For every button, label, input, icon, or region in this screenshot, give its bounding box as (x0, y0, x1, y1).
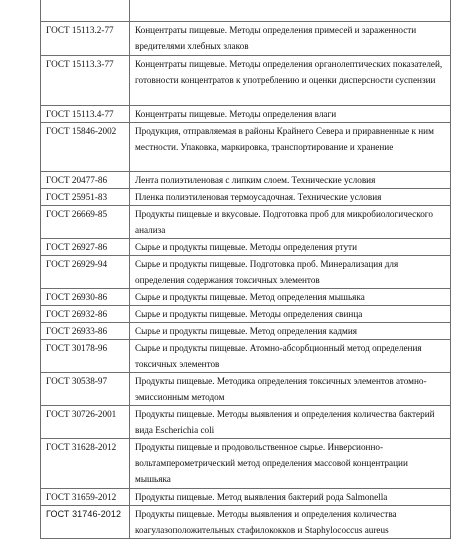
standards-table (40, 0, 451, 539)
standard-code (41, 0, 130, 22)
standard-code: ГОСТ 26669-85 (41, 206, 130, 239)
table-row (41, 172, 451, 189)
standard-title: Продукция, отправляемая в районы Крайнего Севера и приравненные к ним местности. Упаковка, маркировка, транспортирование и хранение (130, 123, 451, 172)
standard-title: Продукты пищевые и вкусовые. Подготовка проб для микробиологического анализа (130, 206, 451, 239)
standard-code: ГОСТ 30178-96 (41, 340, 130, 373)
standard-code: ГОСТ 15113.3-77 (41, 56, 130, 106)
table-row (41, 373, 451, 406)
table-row (41, 22, 451, 56)
standard-title: Концентраты пищевые. Методы определения примесей и зараженности вредителями хлебных злаков (130, 22, 451, 56)
standard-code: ГОСТ 15113.4-77 (41, 106, 130, 123)
standard-title: Сырье и продукты пищевые. Подготовка проб. Минерализация для определения содержания токсичных элементов (130, 256, 451, 289)
standard-title: Сырье и продукты пищевые. Методы определения свинца (130, 306, 451, 323)
table-row (41, 189, 451, 206)
table-row (41, 506, 451, 539)
table-row (41, 56, 451, 106)
table-row (41, 340, 451, 373)
standard-title: Сырье и продукты пищевые. Атомно-абсорбционный метод определения токсичных элементов (130, 340, 451, 373)
standard-title (130, 0, 451, 22)
standard-code: ГОСТ 31746-2012 (41, 506, 130, 539)
table-row (41, 0, 451, 22)
table-row (41, 256, 451, 289)
table-row (41, 206, 451, 239)
standard-title: Концентраты пищевые. Методы определения органолептических показателей, готовности концентратов к употреблению и оценки дисперсности суспензии (130, 56, 451, 106)
standard-title: Продукты пищевые. Методика определения токсичных элементов атомно-эмиссионным методом (130, 373, 451, 406)
table-row (41, 306, 451, 323)
standard-code: ГОСТ 30538-97 (41, 373, 130, 406)
standard-code: ГОСТ 26930-86 (41, 289, 130, 306)
standard-code: ГОСТ 30726-2001 (41, 406, 130, 439)
standard-code: ГОСТ 15846-2002 (41, 123, 130, 172)
table-row (41, 123, 451, 172)
standard-code: ГОСТ 31659-2012 (41, 489, 130, 506)
standard-title: Продукты пищевые и продовольственное сырье. Инверсионно-вольтамперометрический метод определения массовой концентрации мышьяка (130, 439, 451, 489)
standard-title: Концентраты пищевые. Методы определения влаги (130, 106, 451, 123)
standard-code: ГОСТ 26932-86 (41, 306, 130, 323)
standard-code: ГОСТ 26929-94 (41, 256, 130, 289)
standard-code: ГОСТ 25951-83 (41, 189, 130, 206)
table-row (41, 406, 451, 439)
standard-title: Лента полиэтиленовая с липким слоем. Технические условия (130, 172, 451, 189)
standard-title: Продукты пищевые. Методы выявления и определения количества бактерий вида Escherichia coli (130, 406, 451, 439)
standard-title: Сырье и продукты пищевые. Методы определения ртути (130, 239, 451, 256)
standard-title: Сырье и продукты пищевые. Метод определения кадмия (130, 323, 451, 340)
table-row (41, 239, 451, 256)
table-row (41, 323, 451, 340)
standard-title: Продукты пищевые. Методы выявления и определения количества коагулазоположительных стафилококков и Staphylococcus aureus (130, 506, 451, 539)
standard-title: Сырье и продукты пищевые. Метод определения мышьяка (130, 289, 451, 306)
table-row (41, 439, 451, 489)
standard-title: Продукты пищевые. Метод выявления бактерий рода Salmonella (130, 489, 451, 506)
standard-title: Пленка полиэтиленовая термоусадочная. Технические условия (130, 189, 451, 206)
table-row (41, 289, 451, 306)
standard-code: ГОСТ 26927-86 (41, 239, 130, 256)
standard-code: ГОСТ 20477-86 (41, 172, 130, 189)
table-row (41, 489, 451, 506)
standard-code: ГОСТ 26933-86 (41, 323, 130, 340)
table-row (41, 106, 451, 123)
standard-code: ГОСТ 31628-2012 (41, 439, 130, 489)
standard-code: ГОСТ 15113.2-77 (41, 22, 130, 56)
